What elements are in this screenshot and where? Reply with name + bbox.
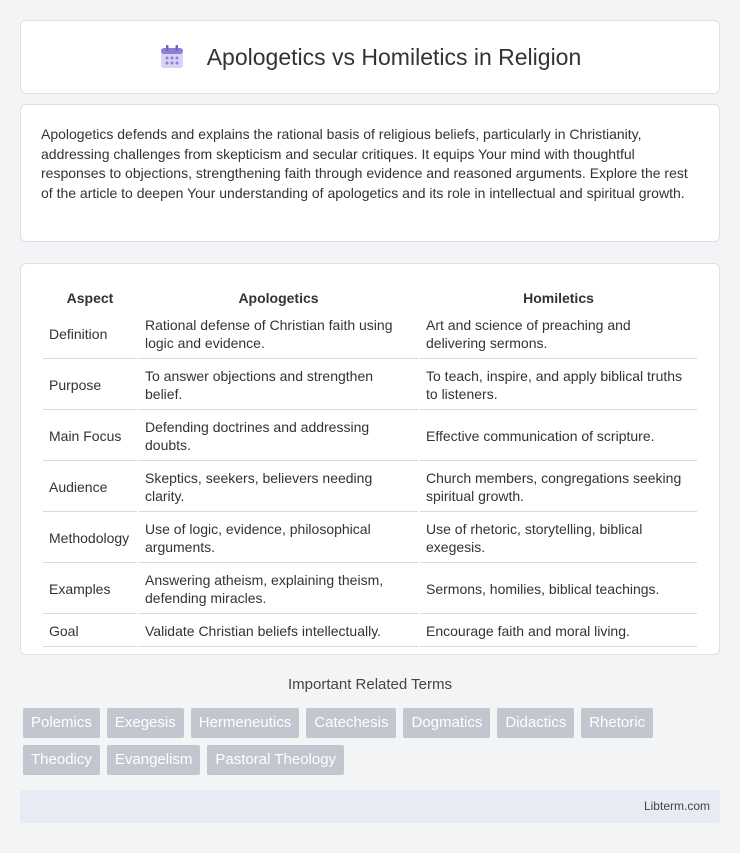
tag-catechesis[interactable]: Catechesis bbox=[306, 708, 396, 738]
table-row bbox=[43, 310, 697, 359]
cell-homiletics: Art and science of preaching and delivering sermons. bbox=[420, 310, 697, 359]
header-apologetics: Apologetics bbox=[238, 290, 319, 306]
table-row bbox=[43, 463, 697, 512]
title-card bbox=[20, 20, 720, 94]
table-row bbox=[43, 616, 697, 647]
cell-aspect: Methodology bbox=[43, 514, 137, 563]
cell-apologetics: Rational defense of Christian faith using logic and evidence. bbox=[139, 310, 418, 359]
tag-polemics[interactable]: Polemics bbox=[23, 708, 100, 738]
footer-site-link[interactable]: Libterm.com bbox=[643, 799, 710, 813]
cell-aspect: Main Focus bbox=[43, 412, 137, 461]
cell-homiletics: To teach, inspire, and apply biblical truths to listeners. bbox=[420, 361, 697, 410]
table-row bbox=[43, 361, 697, 410]
tag-theodicy[interactable]: Theodicy bbox=[23, 745, 100, 775]
table-row bbox=[43, 514, 697, 563]
cell-apologetics: To answer objections and strengthen belief. bbox=[139, 361, 418, 410]
cell-homiletics: Effective communication of scripture. bbox=[420, 412, 697, 461]
cell-apologetics: Use of logic, evidence, philosophical arguments. bbox=[139, 514, 418, 563]
table-row bbox=[43, 412, 697, 461]
comparison-table-card bbox=[20, 263, 720, 655]
tag-pastoral-theology[interactable]: Pastoral Theology bbox=[207, 745, 344, 775]
footer bbox=[20, 790, 720, 823]
tag-hermeneutics[interactable]: Hermeneutics bbox=[191, 708, 300, 738]
intro-text: Apologetics defends and explains the rational basis of religious beliefs, particularly in Christianity, addressing challenges from skepticism and secular critiques. It equips Your mind with thoughtful responses to objections, strengthening faith through evidence and reasoned arguments. Explore the rest of the article to deepen Your understanding of apologetics and its role in intellectual and spiritual growth. bbox=[41, 126, 688, 201]
comparison-table bbox=[41, 284, 699, 649]
cell-homiletics: Sermons, homilies, biblical teachings. bbox=[420, 565, 697, 614]
cell-aspect: Examples bbox=[43, 565, 137, 614]
cell-apologetics: Skeptics, seekers, believers needing clarity. bbox=[139, 463, 418, 512]
related-terms-title: Important Related Terms bbox=[288, 676, 452, 693]
cell-apologetics: Defending doctrines and addressing doubts. bbox=[139, 412, 418, 461]
cell-aspect: Goal bbox=[43, 616, 137, 647]
cell-homiletics: Encourage faith and moral living. bbox=[420, 616, 697, 647]
tag-exegesis[interactable]: Exegesis bbox=[107, 708, 184, 738]
cell-apologetics: Validate Christian beliefs intellectually. bbox=[139, 616, 418, 647]
cell-apologetics: Answering atheism, explaining theism, defending miracles. bbox=[139, 565, 418, 614]
intro-card bbox=[20, 104, 720, 242]
table-header-row bbox=[43, 286, 697, 308]
table-row bbox=[43, 565, 697, 614]
header-homiletics: Homiletics bbox=[523, 290, 594, 306]
cell-aspect: Definition bbox=[43, 310, 137, 359]
cell-aspect: Audience bbox=[43, 463, 137, 512]
related-terms-list bbox=[23, 708, 723, 782]
page-title: Apologetics vs Homiletics in Religion bbox=[206, 43, 582, 70]
calendar-icon bbox=[159, 44, 185, 70]
cell-aspect: Purpose bbox=[43, 361, 137, 410]
tag-dogmatics[interactable]: Dogmatics bbox=[403, 708, 490, 738]
tag-evangelism[interactable]: Evangelism bbox=[107, 745, 201, 775]
tag-didactics[interactable]: Didactics bbox=[497, 708, 574, 738]
cell-homiletics: Church members, congregations seeking spiritual growth. bbox=[420, 463, 697, 512]
header-aspect: Aspect bbox=[66, 290, 114, 306]
tag-rhetoric[interactable]: Rhetoric bbox=[581, 708, 653, 738]
cell-homiletics: Use of rhetoric, storytelling, biblical exegesis. bbox=[420, 514, 697, 563]
